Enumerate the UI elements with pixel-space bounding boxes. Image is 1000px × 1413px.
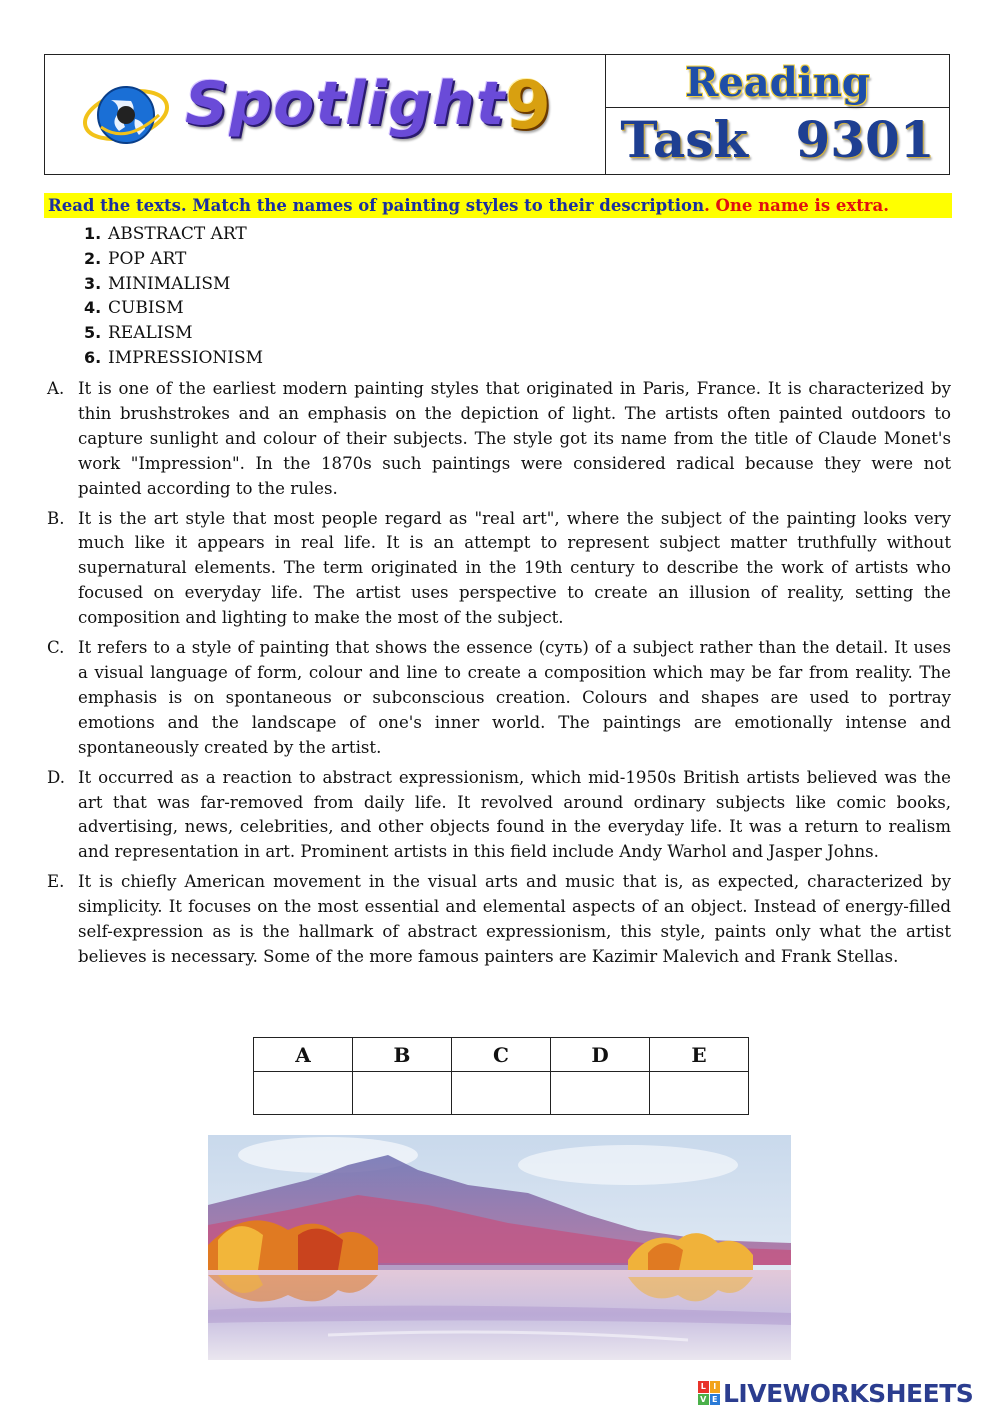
answer-table-header-row [254,1038,749,1072]
task-number: 9301 [795,110,935,169]
liveworksheets-brand: LIVEWORKSHEETS [723,1378,974,1408]
text-paragraph [47,377,951,502]
list-item-number: 4. [84,298,102,318]
reading-cell [606,55,949,108]
instruction-main: Read the texts. Match the names of painting styles to their description [48,196,705,215]
liveworksheets-logo [698,1378,973,1408]
painting-styles-list [84,222,263,371]
text-paragraph [47,507,951,632]
task-cell [606,108,949,174]
answer-table-input-row [254,1072,749,1115]
answer-input-b[interactable] [353,1072,452,1115]
liveworksheets-badge-icon [698,1381,720,1405]
instruction-banner [44,193,952,218]
logo-title: Spotlight [185,69,506,139]
task-label [620,110,934,169]
paragraph-body: It occurred as a reaction to abstract expressionism, which mid-1950s British artists believed was the art that was far-removed from daily life. It revolved around ordinary subjects like comic books, advertising, news, celebrities, and other objects found in the everyday life. It was a return to realism and representation in art. Prominent artists in this field include Andy Warhol and Jasper Johns. [78,767,951,862]
task-word: Task [620,110,749,169]
worksheet-header [44,54,950,175]
list-item-name: MINIMALISM [108,273,231,294]
badge-letter: I [710,1381,721,1393]
paragraph-letter: B. [47,508,65,528]
badge-letter: L [698,1381,709,1393]
list-item-number: 3. [84,273,102,293]
reading-label: Reading [685,59,870,106]
list-item-name: CUBISM [108,298,184,319]
list-item-name: IMPRESSIONISM [108,347,264,368]
answer-input-d[interactable] [551,1072,650,1115]
paragraph-letter: D. [47,767,65,787]
instruction-extra: . One name is extra. [704,196,889,215]
landscape-painting [208,1135,791,1360]
list-item [84,321,263,346]
paragraph-letter: E. [47,872,65,892]
list-item-number: 6. [84,347,102,367]
paragraph-body: It is the art style that most people regard as "real art", where the subject of the painting looks very much like it appears in real life. It is an attempt to represent subject matter truthfully without supernatural elements. The term originated in the 19th century to describe the work of artists who focused on everyday life. The artist uses perspective to create an illusion of reality, setting the composition and lighting to make the most of the subject. [78,508,951,628]
answer-header-b: B [353,1038,452,1072]
list-item [84,296,263,321]
answer-header-e: E [650,1038,749,1072]
spotlight-logo [45,55,606,174]
list-item-name: ABSTRACT ART [108,224,247,244]
paragraph-body: It is chiefly American movement in the visual arts and music that is, as expected, characterized by simplicity. It focuses on the most essential and elemental aspects of an object. Instead of energy-filled self-expression as is the hallmark of abstract expressionism, this style, paints only what the artist believes is necessary. Some of the more famous painters are Kazimir Malevich and Frank Stellas. [78,872,951,966]
reading-texts [47,377,951,975]
logo-number: 9 [505,67,551,144]
answer-input-c[interactable] [452,1072,551,1115]
paragraph-body: It is one of the earliest modern painting styles that originated in Paris, France. It is characterized by thin brushstrokes and an emphasis on the depiction of light. The artists often painted outdoors to capture sunlight and colour of their subjects. The style got its name from the title of Claude Monet's work "Impression". In the 1870s such paintings were considered radical because they were not painted according to the rules. [78,379,951,498]
answer-input-e[interactable] [650,1072,749,1115]
text-paragraph [47,636,951,761]
answer-table [253,1037,749,1115]
list-item [84,346,263,371]
list-item [84,222,263,247]
answer-header-a: A [254,1038,353,1072]
paragraph-body: It refers to a style of painting that shows the essence (суть) of a subject rather than the detail. It uses a visual language of form, colour and line to create a composition which may be far from reality. The emphasis is on spontaneous or subconscious creation. Colours and shapes are used to portray emotions and the landscape of one's inner world. The paintings are emotionally intense and spontaneously created by the artist. [78,638,951,757]
badge-letter: V [698,1394,709,1406]
answer-header-d: D [551,1038,650,1072]
list-item [84,272,263,297]
list-item-name: REALISM [108,323,193,344]
text-paragraph [47,766,951,866]
paragraph-letter: C. [47,638,65,658]
list-item-number: 2. [84,248,102,268]
list-item-number: 5. [84,323,102,343]
list-item-number: 1. [84,224,102,243]
badge-letter: E [710,1394,721,1406]
list-item [84,247,263,272]
list-item-name: POP ART [108,248,187,269]
globe-icon [81,75,171,155]
answer-header-c: C [452,1038,551,1072]
text-paragraph [47,870,951,970]
paragraph-letter: A. [47,379,65,398]
answer-input-a[interactable] [254,1072,353,1115]
